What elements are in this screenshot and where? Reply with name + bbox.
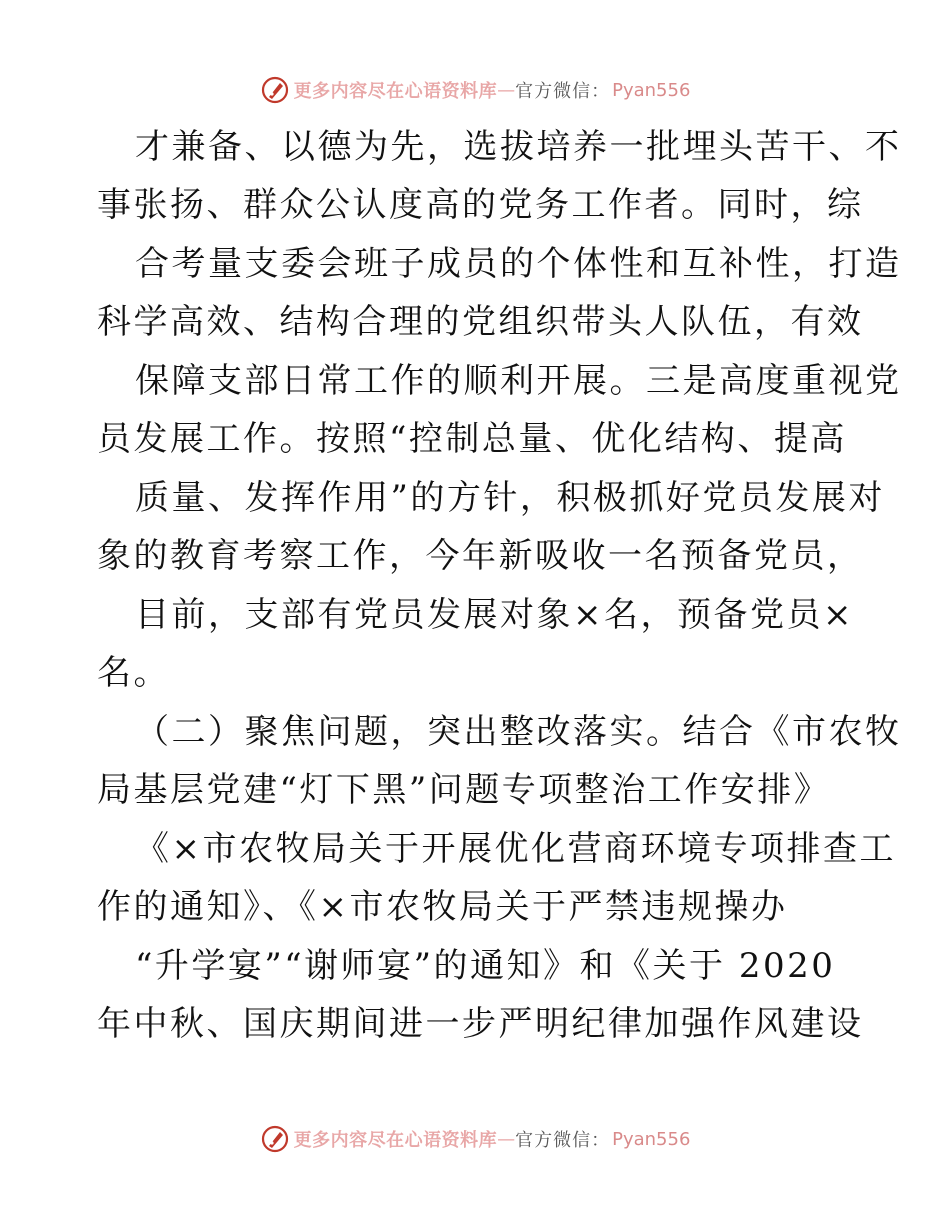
text-line: 名。: [97, 653, 170, 693]
text-line: 目前，支部有党员发展对象×名，预备党员×: [135, 595, 854, 635]
watermark-wechat-label: 官方微信：: [515, 1130, 611, 1151]
header-watermark: [0, 70, 950, 110]
watermark-wechat-id: Pyan556: [612, 1128, 691, 1150]
text-line: （二）聚焦问题，突出整改落实。结合《市农牧: [135, 712, 902, 752]
footer-watermark: [0, 1119, 950, 1159]
text-line: 象的教育考察工作，今年新吸收一名预备党员，: [97, 536, 864, 576]
text-line: 员发展工作。按照“控制总量、优化结构、提高: [97, 419, 847, 459]
watermark-main-text: 更多内容尽在心语资料库: [293, 1130, 498, 1151]
pen-nib-circle-icon: [260, 1124, 290, 1154]
text-line: 年中秋、国庆期间进一步严明纪律加强作风建设: [97, 1004, 864, 1044]
watermark-wechat-label: 官方微信：: [515, 81, 611, 102]
text-line: 《×市农牧局关于开展优化营商环境专项排查工: [135, 829, 896, 869]
pen-nib-circle-icon: [260, 75, 290, 105]
watermark-wechat-id: Pyan556: [612, 79, 691, 101]
text-line: 作的通知》、《×市农牧局关于严禁违规操办: [97, 887, 788, 927]
watermark-dash: —: [497, 1128, 516, 1150]
text-line: 局基层党建“灯下黑”问题专项整治工作安排》: [97, 770, 831, 810]
text-line: 质量、发挥作用”的方针，积极抓好党员发展对: [135, 478, 885, 518]
watermark-main-text: 更多内容尽在心语资料库: [293, 81, 498, 102]
watermark-dash: —: [497, 79, 516, 101]
text-line: 事张扬、群众公认度高的党务工作者。同时，综: [97, 185, 864, 225]
text-line: 才兼备、以德为先，选拔培养一批埋头苦干、不: [135, 127, 902, 167]
text-line: 合考量支委会班子成员的个体性和互补性，打造: [135, 244, 902, 284]
text-line: “升学宴”“谢师宴”的通知》和《关于 2020: [135, 946, 836, 986]
text-line: 科学高效、结构合理的党组织带头人队伍，有效: [97, 302, 864, 342]
text-line: 保障支部日常工作的顺利开展。三是高度重视党: [135, 361, 902, 401]
